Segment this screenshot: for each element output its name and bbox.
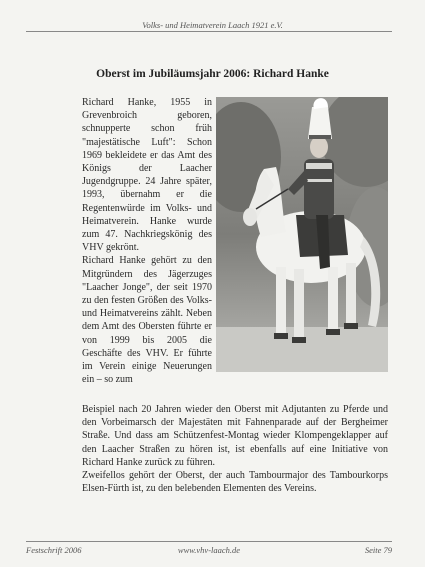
- article-column-text: [82, 96, 212, 386]
- paragraph: Richard Hanke gehört zu den Mitgründern des Jägerzuges "Laacher Jonge", der seit 1970 zu den festen Größen des Volks- und Heimatvereins zählt. Neben dem Amt des Obersten führte er von 1999 bis 2005 die Geschäfte des VHV. Er führte im Verein einige Neuerungen ein – so zum: [82, 255, 212, 386]
- rider-on-white-horse-image: [216, 97, 388, 372]
- paragraph: Zweifellos gehört der Oberst, der auch Tambourmajor des Tambourkorps Elsen-Fürth ist, zu den belebenden Elementen des Vereins.: [82, 470, 388, 495]
- footer-page-number: Seite 79: [364, 545, 392, 555]
- paragraph: Beispiel nach 20 Jahren wieder den Oberst mit Adjutanten zu Pferde und den Vorbeimarsch der Majestäten mit Fahnenparade auf der Bergheimer Straße. Und dass am Schützenfest-Montag wieder Klompengeklapper auf den Laacher Straßen zu hören ist, ist ebenfalls auf eine Initiative von Richard Hanke zurück zu führen.: [82, 404, 388, 468]
- paragraph: Richard Hanke, 1955 in Grevenbroich geboren, schnupperte schon früh "majestätische Luft": Schon 1969 bekleidete er das Amt des Königs der Laacher Jugendgruppe. 24 Jahre später, 1993, übernahm er die Regentenwürde im Volks- und Heimatverein. Hanke wurde zum 47. Nachkriegskönig des VHV gekrönt.: [82, 97, 212, 254]
- footer-website: www.vhv-laach.de: [177, 545, 241, 555]
- footer-divider: [26, 541, 392, 542]
- running-header: Volks- und Heimatverein Laach 1921 e.V.: [142, 20, 283, 30]
- running-footer: [26, 545, 392, 557]
- footer-publication: Festschrift 2006: [26, 545, 82, 555]
- article-full-width-text: [82, 403, 388, 495]
- rider-photo: [216, 97, 388, 372]
- header-divider: [26, 31, 392, 32]
- article-title: Oberst im Jubiläumsjahr 2006: Richard Hanke: [96, 68, 329, 80]
